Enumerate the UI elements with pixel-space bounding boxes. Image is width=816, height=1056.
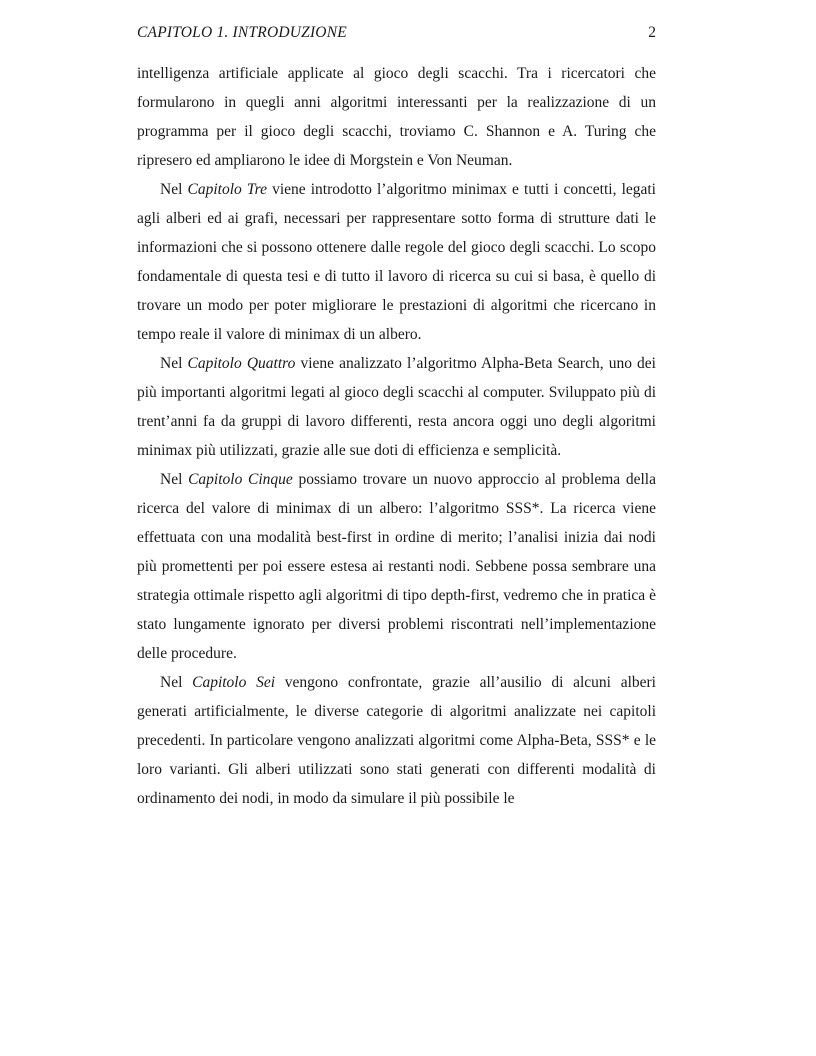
paragraph-text: viene introdotto l’algoritmo minimax e tutti i concetti, legati agli alberi ed ai grafi, necessari per rappresentare sotto forma di strutture dati le informazioni che si possono ottenere dalle regole del gioco degli scacchi. Lo scopo fondamentale di questa tesi e di tutto il lavoro di ricerca su cui si basa, è quello di trovare un modo per poter migliorare le prestazioni di algoritmi che ricercano in tempo reale il valore di minimax di un albero. [137, 181, 656, 343]
chapter-reference: Capitolo Sei [192, 674, 276, 691]
paragraph-text: possiamo trovare un nuovo approccio al problema della ricerca del valore di minimax di un albero: l’algoritmo SSS*. La ricerca viene effettuata con una modalità best-first in ordine di merito; l’analisi inizia dai nodi più promettenti per poi essere estesa ai restanti nodi. Sebbene possa sembrare una strategia ottimale rispetto agli algoritmi di tipo depth-first, vedremo che in pratica è stato lungamente ignorato per diversi problemi riscontrati nell’implementazione delle procedure. [137, 471, 656, 662]
paragraph-intro-continuation [137, 59, 656, 175]
chapter-reference: Capitolo Cinque [188, 471, 293, 488]
paragraph-capitolo-quattro [137, 349, 656, 465]
page-number: 2 [648, 24, 656, 41]
paragraph-text: vengono confrontate, grazie all’ausilio di alcuni alberi generati artificialmente, le diverse categorie di algoritmi analizzate nei capitoli precedenti. In particolare vengono analizzati algoritmi come Alpha-Beta, SSS* e le loro varianti. Gli alberi utilizzati sono stati generati con differenti modalità di ordinamento dei nodi, in modo da simulare il più possibile le [137, 674, 656, 807]
paragraph-lead: Nel [160, 181, 188, 198]
chapter-reference: Capitolo Tre [187, 181, 267, 198]
chapter-title: CAPITOLO 1. INTRODUZIONE [137, 24, 347, 41]
chapter-reference: Capitolo Quattro [187, 355, 296, 372]
paragraph-text: intelligenza artificiale applicate al gioco degli scacchi. Tra i ricercatori che formularono in quegli anni algoritmi interessanti per la realizzazione di un programma per il gioco degli scacchi, troviamo C. Shannon e A. Turing che ripresero ed ampliarono le idee di Morgstein e Von Neuman. [137, 65, 656, 169]
running-header [137, 20, 656, 46]
paragraph-capitolo-cinque [137, 465, 656, 668]
paragraph-text: viene analizzato l’algoritmo Alpha-Beta Search, uno dei più importanti algoritmi legati al gioco degli scacchi al computer. Sviluppato più di trent’anni fa da gruppi di lavoro differenti, resta ancora oggi uno degli algoritmi minimax più utilizzati, grazie alle sue doti di efficienza e semplicità. [137, 355, 656, 459]
paragraph-lead: Nel [160, 674, 193, 691]
paragraph-capitolo-sei [137, 668, 656, 813]
paragraph-lead: Nel [160, 355, 188, 372]
paragraph-lead: Nel [160, 471, 189, 488]
document-page [137, 20, 656, 813]
paragraph-capitolo-tre [137, 175, 656, 349]
body-text [137, 59, 656, 813]
